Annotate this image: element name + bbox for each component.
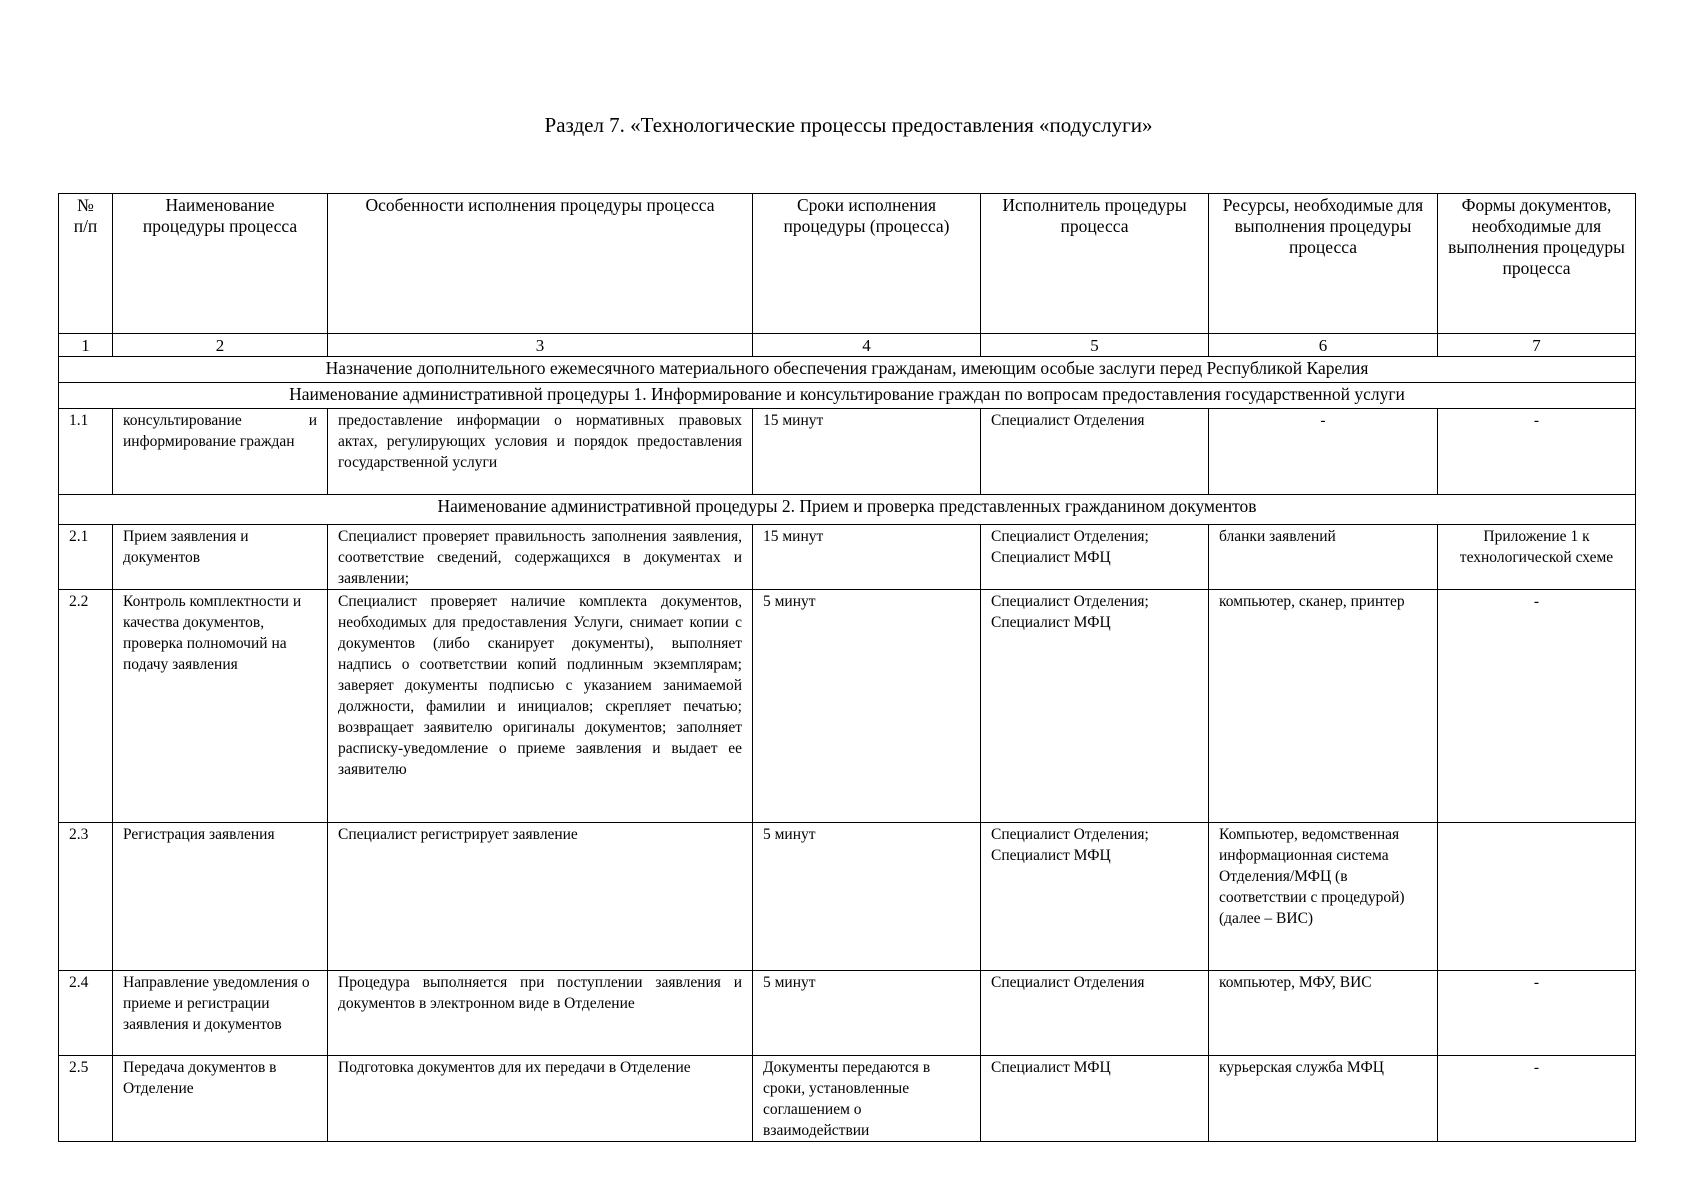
procedure-name: Контроль комплектности и качества документов, проверка полномочий на подачу заявления (113, 590, 328, 823)
procedure-resources: курьерская служба МФЦ (1209, 1056, 1438, 1142)
service-title: Назначение дополнительного ежемесячного материального обеспечения гражданам, имеющим особые заслуги перед Республикой Карелия (59, 357, 1636, 383)
process-table (58, 193, 1636, 1142)
procedure-resources: - (1209, 409, 1438, 495)
procedure-forms: - (1438, 1056, 1636, 1142)
procedure-resources: бланки заявлений (1209, 525, 1438, 590)
procedure-forms: Приложение 1 к технологической схеме (1438, 525, 1636, 590)
procedure-executor: Специалист МФЦ (981, 1056, 1209, 1142)
procedure-term: 5 минут (753, 590, 981, 823)
procedure-description: Процедура выполняется при поступлении заявления и документов в электронном виде в Отделение (328, 971, 753, 1056)
section-row (59, 495, 1636, 525)
procedure-executor: Специалист Отделения; Специалист МФЦ (981, 823, 1209, 971)
procedure-term: 15 минут (753, 409, 981, 495)
column-number: 6 (1209, 334, 1438, 357)
procedure-resources: компьютер, сканер, принтер (1209, 590, 1438, 823)
section-row (59, 383, 1636, 409)
procedure-description: Специалист проверяет правильность заполнения заявления, соответствие сведений, содержащихся в документах и заявлении; (328, 525, 753, 590)
row-number: 1.1 (59, 409, 113, 495)
row-number: 2.2 (59, 590, 113, 823)
procedure-forms: - (1438, 590, 1636, 823)
procedure-name: Прием заявления и документов (113, 525, 328, 590)
column-number: 3 (328, 334, 753, 357)
procedure-name: консультирование и информирование граждан (113, 409, 328, 495)
procedure-forms: - (1438, 971, 1636, 1056)
table-row (59, 1056, 1636, 1142)
column-number: 5 (981, 334, 1209, 357)
column-number: 2 (113, 334, 328, 357)
section-1-title: Наименование административной процедуры 1. Информирование и консультирование граждан по вопросам предоставления государственной услуги (59, 383, 1636, 409)
procedure-term: Документы передаются в сроки, установленные соглашением о взаимодействии (753, 1056, 981, 1142)
header-cell-procedure-name: Наименование процедуры процесса (113, 194, 328, 334)
row-number: 2.3 (59, 823, 113, 971)
procedure-executor: Специалист Отделения (981, 971, 1209, 1056)
section-2-title: Наименование административной процедуры 2. Прием и проверка представленных гражданином документов (59, 495, 1636, 525)
row-number: 2.1 (59, 525, 113, 590)
procedure-description: Специалист регистрирует заявление (328, 823, 753, 971)
table-row (59, 590, 1636, 823)
procedure-executor: Специалист Отделения (981, 409, 1209, 495)
procedure-executor: Специалист Отделения; Специалист МФЦ (981, 590, 1209, 823)
procedure-name: Передача документов в Отделение (113, 1056, 328, 1142)
table-row (59, 525, 1636, 590)
header-cell-number: № п/п (59, 194, 113, 334)
procedure-term: 5 минут (753, 971, 981, 1056)
table-row (59, 971, 1636, 1056)
procedure-name: Регистрация заявления (113, 823, 328, 971)
page-title: Раздел 7. «Технологические процессы предоставления «подуслуги» (544, 113, 1153, 137)
header-cell-features: Особенности исполнения процедуры процесса (328, 194, 753, 334)
service-title-row (59, 357, 1636, 383)
procedure-term: 15 минут (753, 525, 981, 590)
procedure-resources: Компьютер, ведомственная информационная система Отделения/МФЦ (в соответствии с процедурой) (далее – ВИС) (1209, 823, 1438, 971)
column-number: 7 (1438, 334, 1636, 357)
procedure-resources: компьютер, МФУ, ВИС (1209, 971, 1438, 1056)
header-cell-resources: Ресурсы, необходимые для выполнения процедуры процесса (1209, 194, 1438, 334)
procedure-name: Направление уведомления о приеме и регистрации заявления и документов (113, 971, 328, 1056)
row-number: 2.4 (59, 971, 113, 1056)
header-cell-forms: Формы документов, необходимые для выполнения процедуры процесса (1438, 194, 1636, 334)
procedure-forms (1438, 823, 1636, 971)
procedure-description: предоставление информации о нормативных правовых актах, регулирующих условия и порядок предоставления государственной услуги (328, 409, 753, 495)
procedure-description: Специалист проверяет наличие комплекта документов, необходимых для предоставления Услуги, снимает копии с документов (либо сканирует документы), выполняет надпись о соответствии копий подлинным экземплярам; заверяет документы подписью с указанием занимаемой должности, фамилии и инициалов; скрепляет печатью; возвращает заявителю оригиналы документов; заполняет расписку-уведомление о приеме заявления и выдает ее заявителю (328, 590, 753, 823)
procedure-term: 5 минут (753, 823, 981, 971)
table-row (59, 823, 1636, 971)
column-number-row (59, 334, 1636, 357)
column-number: 1 (59, 334, 113, 357)
table-row (59, 409, 1636, 495)
procedure-description: Подготовка документов для их передачи в Отделение (328, 1056, 753, 1142)
row-number: 2.5 (59, 1056, 113, 1142)
header-cell-executor: Исполнитель процедуры процесса (981, 194, 1209, 334)
header-cell-terms: Сроки исполнения процедуры (процесса) (753, 194, 981, 334)
column-number: 4 (753, 334, 981, 357)
header-row (59, 194, 1636, 334)
procedure-forms: - (1438, 409, 1636, 495)
procedure-executor: Специалист Отделения; Специалист МФЦ (981, 525, 1209, 590)
